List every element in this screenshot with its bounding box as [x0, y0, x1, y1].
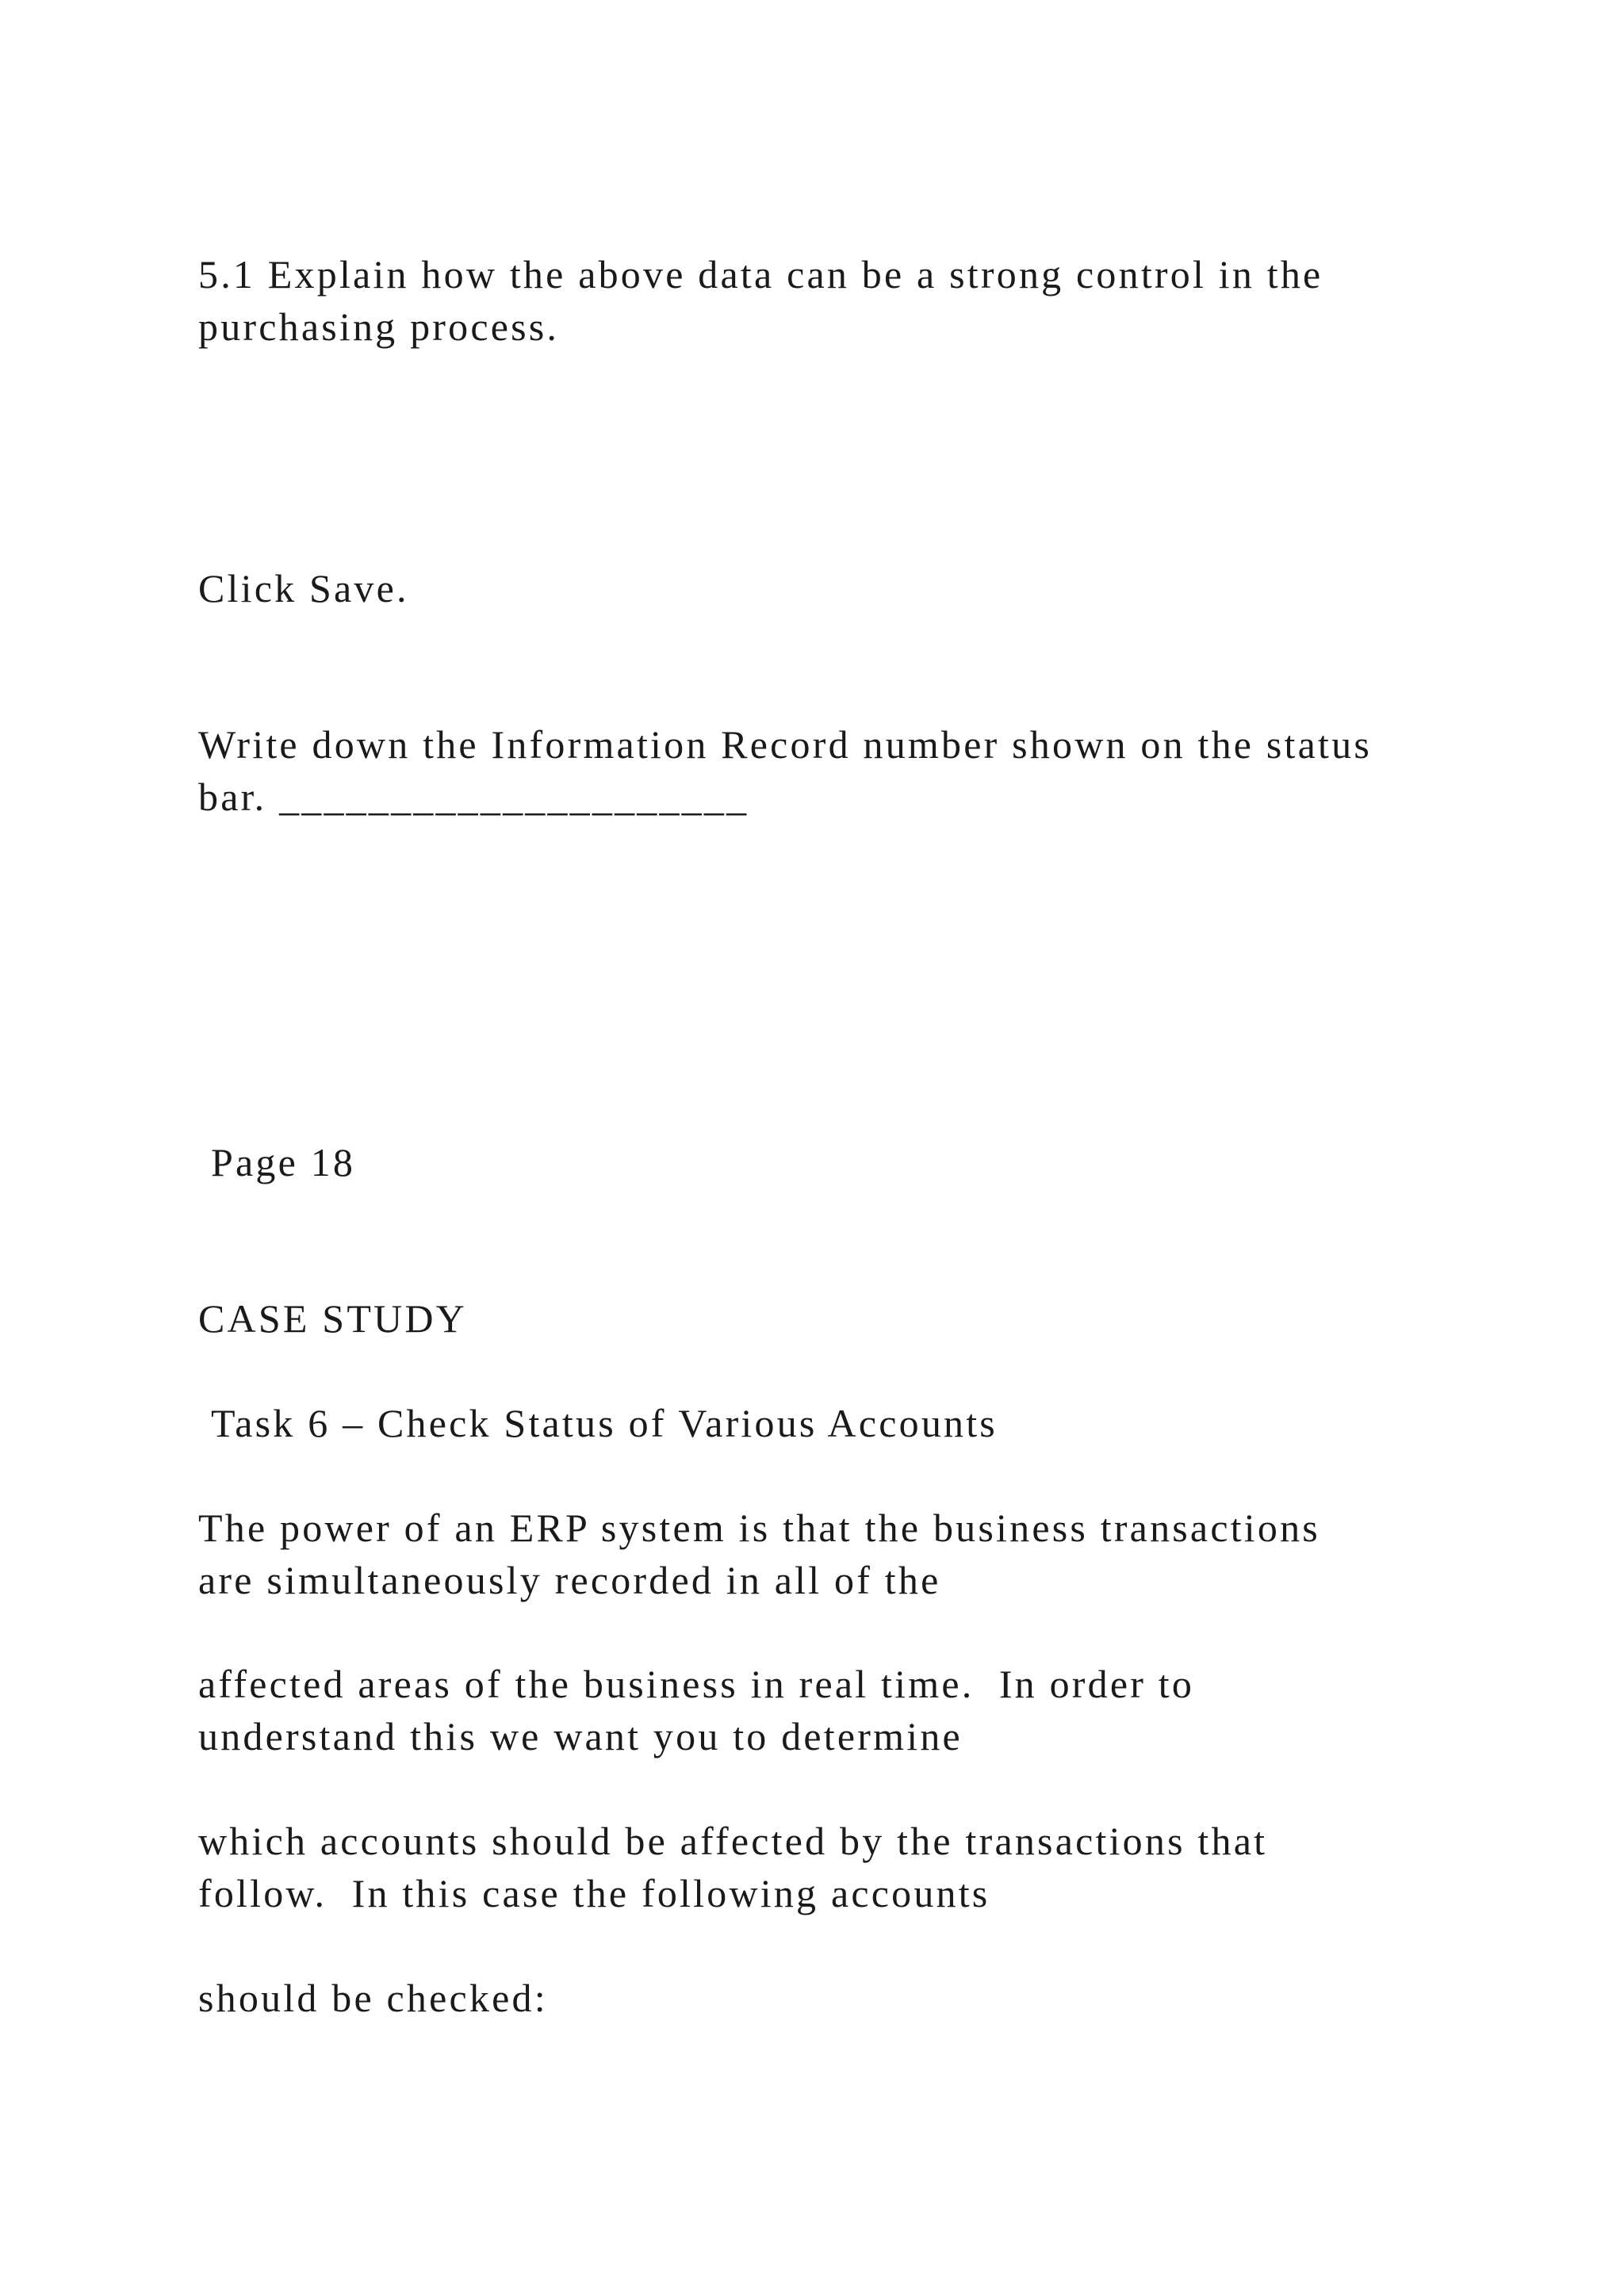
paragraph-1-line-2: are simultaneously recorded in all of the [198, 1558, 941, 1602]
paragraph-2-line-2: understand this we want you to determine [198, 1714, 963, 1758]
page-number: Page 18 [211, 1140, 356, 1184]
instruction-record-line-1: Write down the Information Record number shown on the status [198, 722, 1372, 767]
paragraph-1-line-1: The power of an ERP system is that the business transactions [198, 1506, 1320, 1550]
task-heading: Task 6 – Check Status of Various Accounts [211, 1401, 998, 1445]
question-5-1-line-2: purchasing process. [198, 304, 560, 349]
question-5-1-line-1: 5.1 Explain how the above data can be a strong control in the [198, 252, 1323, 297]
paragraph-2-line-1: affected areas of the business in real time. In order to [198, 1662, 1195, 1706]
paragraph-4-line-1: should be checked: [198, 1976, 548, 2020]
instruction-click-save: Click Save. [198, 566, 409, 610]
instruction-record-line-2: bar. _____________________ [198, 775, 749, 819]
paragraph-3-line-1: which accounts should be affected by the transactions that [198, 1819, 1268, 1863]
section-heading: CASE STUDY [198, 1296, 467, 1341]
paragraph-3-line-2: follow. In this case the following accounts [198, 1871, 990, 1915]
